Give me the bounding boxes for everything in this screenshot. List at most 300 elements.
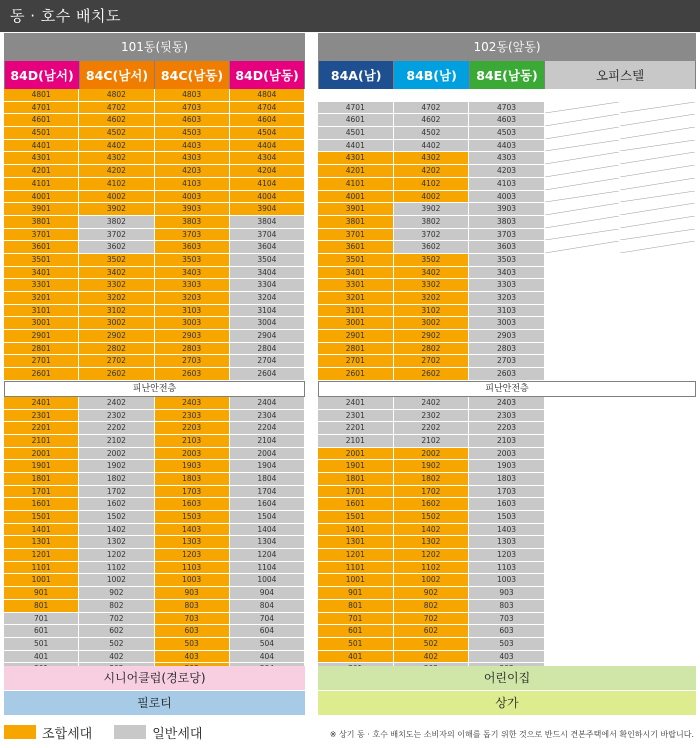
unit-cell: 4002 [394,191,470,204]
unit-cell: 3403 [469,267,545,280]
unit-cell: 4003 [469,191,545,204]
floor-row-32 [318,292,696,305]
unit-cell [620,651,696,664]
piloti-band: 필로티 [4,691,305,715]
floor-row-20 [4,448,305,461]
unit-cell: 4101 [318,178,394,191]
floor-row-16 [318,498,696,511]
unit-cell [620,267,696,280]
unit-cell: 4402 [79,140,154,153]
unit-cell: 2302 [79,410,154,423]
unit-cell: 1901 [4,460,79,473]
unit-cell: 4701 [4,102,79,115]
unit-cell: 4502 [79,127,154,140]
unit-cell: 3103 [155,305,230,318]
unit-cell: 4501 [318,127,394,140]
unit-cell [545,435,621,448]
floor-row-41 [4,178,305,191]
unit-cell: 702 [394,613,470,626]
unit-cell [545,448,621,461]
unit-cell [620,536,696,549]
unit-cell: 402 [79,651,154,664]
unit-cell: 2103 [155,435,230,448]
unit-cell: 3501 [4,254,79,267]
unit-type-84C(남서): 84C(남서) [80,61,154,89]
unit-cell [545,562,621,575]
floor-row-39 [318,203,696,216]
unit-cell: 1301 [318,536,394,549]
unit-cell: 4104 [230,178,305,191]
unit-cell: 3504 [230,254,305,267]
unit-cell [620,330,696,343]
unit-cell: 4704 [230,102,305,115]
unit-cell: 2003 [469,448,545,461]
unit-cell [545,498,621,511]
unit-cell: 3302 [79,279,154,292]
unit-cell: 2604 [230,368,305,381]
unit-cell: 4702 [394,102,470,115]
unit-cell: 3101 [4,305,79,318]
unit-cell [620,511,696,524]
floor-row-26 [318,368,696,381]
unit-cell [620,216,696,229]
unit-cell: 3004 [230,317,305,330]
unit-cell: 4804 [230,89,305,102]
unit-cell: 3404 [230,267,305,280]
floor-row-47 [318,102,696,115]
unit-cell: 2801 [4,343,79,356]
unit-cell: 4503 [469,127,545,140]
floor-row-22 [318,422,696,435]
unit-cell: 3403 [155,267,230,280]
unit-cell [620,279,696,292]
unit-cell: 3503 [469,254,545,267]
unit-cell: 1403 [155,524,230,537]
floor-row-14 [4,524,305,537]
unit-cell [545,587,621,600]
unit-cell: 403 [155,651,230,664]
unit-cell: 4602 [394,114,470,127]
unit-cell: 4002 [79,191,154,204]
unit-cell: 4401 [318,140,394,153]
unit-cell: 2201 [318,422,394,435]
unit-cell [620,254,696,267]
floor-row-36 [4,241,305,254]
unit-cell [545,229,621,242]
floor-row-28 [318,343,696,356]
unit-cell: 1302 [394,536,470,549]
floor-row-7 [4,613,305,626]
unit-cell: 4702 [79,102,154,115]
floor-row-24 [4,397,305,410]
unit-cell [620,549,696,562]
unit-cell: 802 [394,600,470,613]
unit-cell: 4201 [4,165,79,178]
unit-cell: 2303 [155,410,230,423]
unit-cell: 1802 [394,473,470,486]
unit-cell: 1103 [469,562,545,575]
unit-cell: 404 [230,651,305,664]
unit-cell: 3203 [155,292,230,305]
floor-row-20 [318,448,696,461]
floor-row-37 [4,229,305,242]
floor-row-12 [4,549,305,562]
unit-cell: 3402 [394,267,470,280]
senior-club-band: 시니어클럽(경로당) [4,666,305,690]
floor-row-11 [4,562,305,575]
unit-cell: 502 [394,638,470,651]
unit-cell: 1902 [79,460,154,473]
unit-cell: 3603 [155,241,230,254]
unit-cell: 1903 [469,460,545,473]
unit-cell: 1201 [4,549,79,562]
unit-cell: 3002 [394,317,470,330]
floor-row-29 [4,330,305,343]
unit-cell: 4404 [230,140,305,153]
unit-cell: 1501 [4,511,79,524]
unit-cell [620,191,696,204]
floor-row-13 [318,536,696,549]
unit-cell: 2902 [79,330,154,343]
unit-cell [545,89,621,102]
unit-cell: 802 [79,600,154,613]
unit-type-84D(남서): 84D(남서) [5,61,79,89]
unit-cell: 4302 [79,152,154,165]
unit-cell: 2802 [394,343,470,356]
unit-cell: 2703 [155,355,230,368]
unit-cell [620,524,696,537]
unit-cell: 2003 [155,448,230,461]
unit-cell [545,549,621,562]
unit-cell: 2903 [469,330,545,343]
floor-row-45 [318,127,696,140]
unit-cell: 704 [230,613,305,626]
unit-cell: 3201 [4,292,79,305]
unit-cell: 501 [4,638,79,651]
unit-cell [545,638,621,651]
floor-row-19 [4,460,305,473]
unit-cell: 1002 [394,574,470,587]
unit-cell [620,410,696,423]
floor-row-35 [4,254,305,267]
floor-row-17 [4,486,305,499]
floor-row-36 [318,241,696,254]
unit-cell: 3903 [155,203,230,216]
unit-cell [620,355,696,368]
unit-cell: 4101 [4,178,79,191]
unit-cell: 1003 [469,574,545,587]
unit-cell: 2203 [155,422,230,435]
unit-cell: 604 [230,625,305,638]
floor-row-41 [318,178,696,191]
unit-cell: 1602 [79,498,154,511]
unit-cell: 1102 [79,562,154,575]
unit-cell: 901 [318,587,394,600]
unit-cell: 601 [4,625,79,638]
lower-floors-101 [4,397,305,676]
unit-cell: 3802 [394,216,470,229]
unit-cell: 3903 [469,203,545,216]
floor-row-46 [4,114,305,127]
unit-cell: 4301 [318,152,394,165]
unit-cell: 4202 [394,165,470,178]
unit-cell [545,140,621,153]
floor-row-34 [4,267,305,280]
unit-cell: 2803 [155,343,230,356]
disclaimer-note: ※ 상기 동 · 호수 배치도는 소비자의 이해를 돕기 위한 것으로 반드시 견본주택에서 확인하시기 바랍니다. [329,730,694,739]
unit-cell: 4603 [469,114,545,127]
floor-row-30 [318,317,696,330]
unit-cell: 602 [79,625,154,638]
legend-general-label: 일반세대 [152,726,203,742]
unit-cell [620,625,696,638]
unit-cell: 3301 [318,279,394,292]
unit-cell: 2701 [318,355,394,368]
floor-row-16 [4,498,305,511]
unit-cell: 3401 [318,267,394,280]
unit-cell: 4003 [155,191,230,204]
unit-cell: 4203 [469,165,545,178]
unit-cell: 1001 [4,574,79,587]
unit-cell: 1801 [4,473,79,486]
unit-cell: 4601 [4,114,79,127]
unit-cell [545,397,621,410]
floor-row-18 [4,473,305,486]
unit-cell: 3604 [230,241,305,254]
unit-cell: 2902 [394,330,470,343]
unit-cell: 3803 [469,216,545,229]
unit-cell [620,435,696,448]
unit-cell: 3001 [318,317,394,330]
unit-cell: 1203 [469,549,545,562]
unit-type-84E(남동): 84E(남동) [470,61,544,89]
unit-cell [545,127,621,140]
unit-cell: 3002 [79,317,154,330]
unit-cell [545,422,621,435]
floor-row-48 [4,89,305,102]
unit-cell: 1101 [4,562,79,575]
unit-cell: 4103 [469,178,545,191]
unit-cell: 603 [155,625,230,638]
unit-cell: 1303 [155,536,230,549]
unit-cell: 2201 [4,422,79,435]
unit-cell [545,152,621,165]
unit-cell: 603 [469,625,545,638]
unit-cell: 503 [155,638,230,651]
unit-cell: 2601 [4,368,79,381]
floor-row-38 [4,216,305,229]
unit-cell: 2903 [155,330,230,343]
unit-cell: 3803 [155,216,230,229]
unit-cell [620,600,696,613]
floor-row-5 [4,638,305,651]
unit-cell: 1201 [318,549,394,562]
unit-cell: 3003 [469,317,545,330]
unit-cell: 3101 [318,305,394,318]
floor-row-44 [318,140,696,153]
unit-cell: 3802 [79,216,154,229]
unit-cell [620,448,696,461]
floor-row-35 [318,254,696,267]
unit-cell [620,229,696,242]
unit-cell: 1402 [394,524,470,537]
unit-cell [545,165,621,178]
unit-cell: 4602 [79,114,154,127]
unit-cell: 2901 [318,330,394,343]
unit-cell: 4501 [4,127,79,140]
floor-row-21 [4,435,305,448]
unit-cell: 3202 [79,292,154,305]
unit-cell [545,330,621,343]
floor-row-37 [318,229,696,242]
unit-cell [620,486,696,499]
unit-cell: 2001 [318,448,394,461]
unit-cell: 2603 [469,368,545,381]
unit-cell: 3904 [230,203,305,216]
unit-cell: 3202 [394,292,470,305]
unit-cell [545,368,621,381]
unit-cell [620,473,696,486]
floor-row-31 [318,305,696,318]
unit-cell: 2103 [469,435,545,448]
unit-cell: 1101 [318,562,394,575]
unit-cell: 3602 [394,241,470,254]
floor-row-27 [4,355,305,368]
unit-cell: 701 [318,613,394,626]
floor-row-11 [318,562,696,575]
unit-cell: 3901 [318,203,394,216]
unit-cell [620,422,696,435]
unit-cell: 502 [79,638,154,651]
unit-cell [620,574,696,587]
unit-cell [620,587,696,600]
unit-cell [545,600,621,613]
floor-row-7 [318,613,696,626]
unit-cell: 1504 [230,511,305,524]
floor-row-29 [318,330,696,343]
unit-cell [545,460,621,473]
unit-cell: 1701 [318,486,394,499]
unit-cell: 1501 [318,511,394,524]
unit-cell [469,89,545,102]
unit-cell: 4204 [230,165,305,178]
unit-cell: 4403 [155,140,230,153]
unit-cell: 1502 [79,511,154,524]
unit-cell: 803 [469,600,545,613]
unit-cell [620,397,696,410]
unit-cell: 4303 [155,152,230,165]
unit-cell: 4103 [155,178,230,191]
unit-cell: 4703 [469,102,545,115]
unit-cell: 1803 [469,473,545,486]
unit-cell: 2801 [318,343,394,356]
floor-row-33 [4,279,305,292]
unit-cell: 2701 [4,355,79,368]
unit-cell: 1303 [469,536,545,549]
unit-cell: 2102 [79,435,154,448]
floor-row-27 [318,355,696,368]
unit-cell: 1103 [155,562,230,575]
unit-cell [545,410,621,423]
unit-cell [545,279,621,292]
unit-cell: 701 [4,613,79,626]
unit-cell: 401 [318,651,394,664]
unit-cell: 1202 [79,549,154,562]
unit-cell: 903 [469,587,545,600]
unit-cell: 4004 [230,191,305,204]
unit-cell [620,114,696,127]
unit-cell: 1704 [230,486,305,499]
unit-cell: 4403 [469,140,545,153]
unit-cell [545,317,621,330]
unit-cell: 702 [79,613,154,626]
unit-cell: 1802 [79,473,154,486]
unit-cell: 3303 [469,279,545,292]
unit-type-84A(남): 84A(남) [319,61,393,89]
unit-cell [620,317,696,330]
unit-cell: 2602 [394,368,470,381]
floor-row-40 [318,191,696,204]
unit-cell: 3702 [394,229,470,242]
floor-row-12 [318,549,696,562]
unit-cell [545,511,621,524]
unit-cell: 2101 [318,435,394,448]
unit-cell: 403 [469,651,545,664]
unit-cell: 3003 [155,317,230,330]
unit-cell: 501 [318,638,394,651]
unit-cell: 901 [4,587,79,600]
unit-cell: 1001 [318,574,394,587]
unit-cell [620,178,696,191]
unit-cell: 2301 [4,410,79,423]
unit-cell: 2904 [230,330,305,343]
unit-cell [620,498,696,511]
unit-cell: 402 [394,651,470,664]
unit-cell: 4202 [79,165,154,178]
unit-cell: 4601 [318,114,394,127]
unit-cell: 902 [394,587,470,600]
unit-cell: 1601 [318,498,394,511]
unit-cell [620,241,696,254]
floor-row-4 [318,651,696,664]
unit-cell: 2104 [230,435,305,448]
unit-cell: 2301 [318,410,394,423]
unit-cell: 2403 [469,397,545,410]
unit-cell: 602 [394,625,470,638]
unit-cell [545,267,621,280]
floor-row-19 [318,460,696,473]
unit-cell: 401 [4,651,79,664]
unit-cell: 2802 [79,343,154,356]
mall-band: 상가 [318,691,696,715]
unit-type-84B(남): 84B(남) [394,61,468,89]
legend-union-label: 조합세대 [42,726,93,742]
unit-cell: 1401 [318,524,394,537]
unit-cell: 4203 [155,165,230,178]
floor-row-38 [318,216,696,229]
unit-cell: 1102 [394,562,470,575]
floor-row-44 [4,140,305,153]
unit-cell: 4301 [4,152,79,165]
unit-cell [620,152,696,165]
refuge-floor-102: 피난안전층 [319,382,695,396]
unit-cell: 1003 [155,574,230,587]
unit-cell: 1503 [469,511,545,524]
unit-cell: 4401 [4,140,79,153]
unit-cell: 1301 [4,536,79,549]
unit-cell: 2803 [469,343,545,356]
unit-cell: 4802 [79,89,154,102]
